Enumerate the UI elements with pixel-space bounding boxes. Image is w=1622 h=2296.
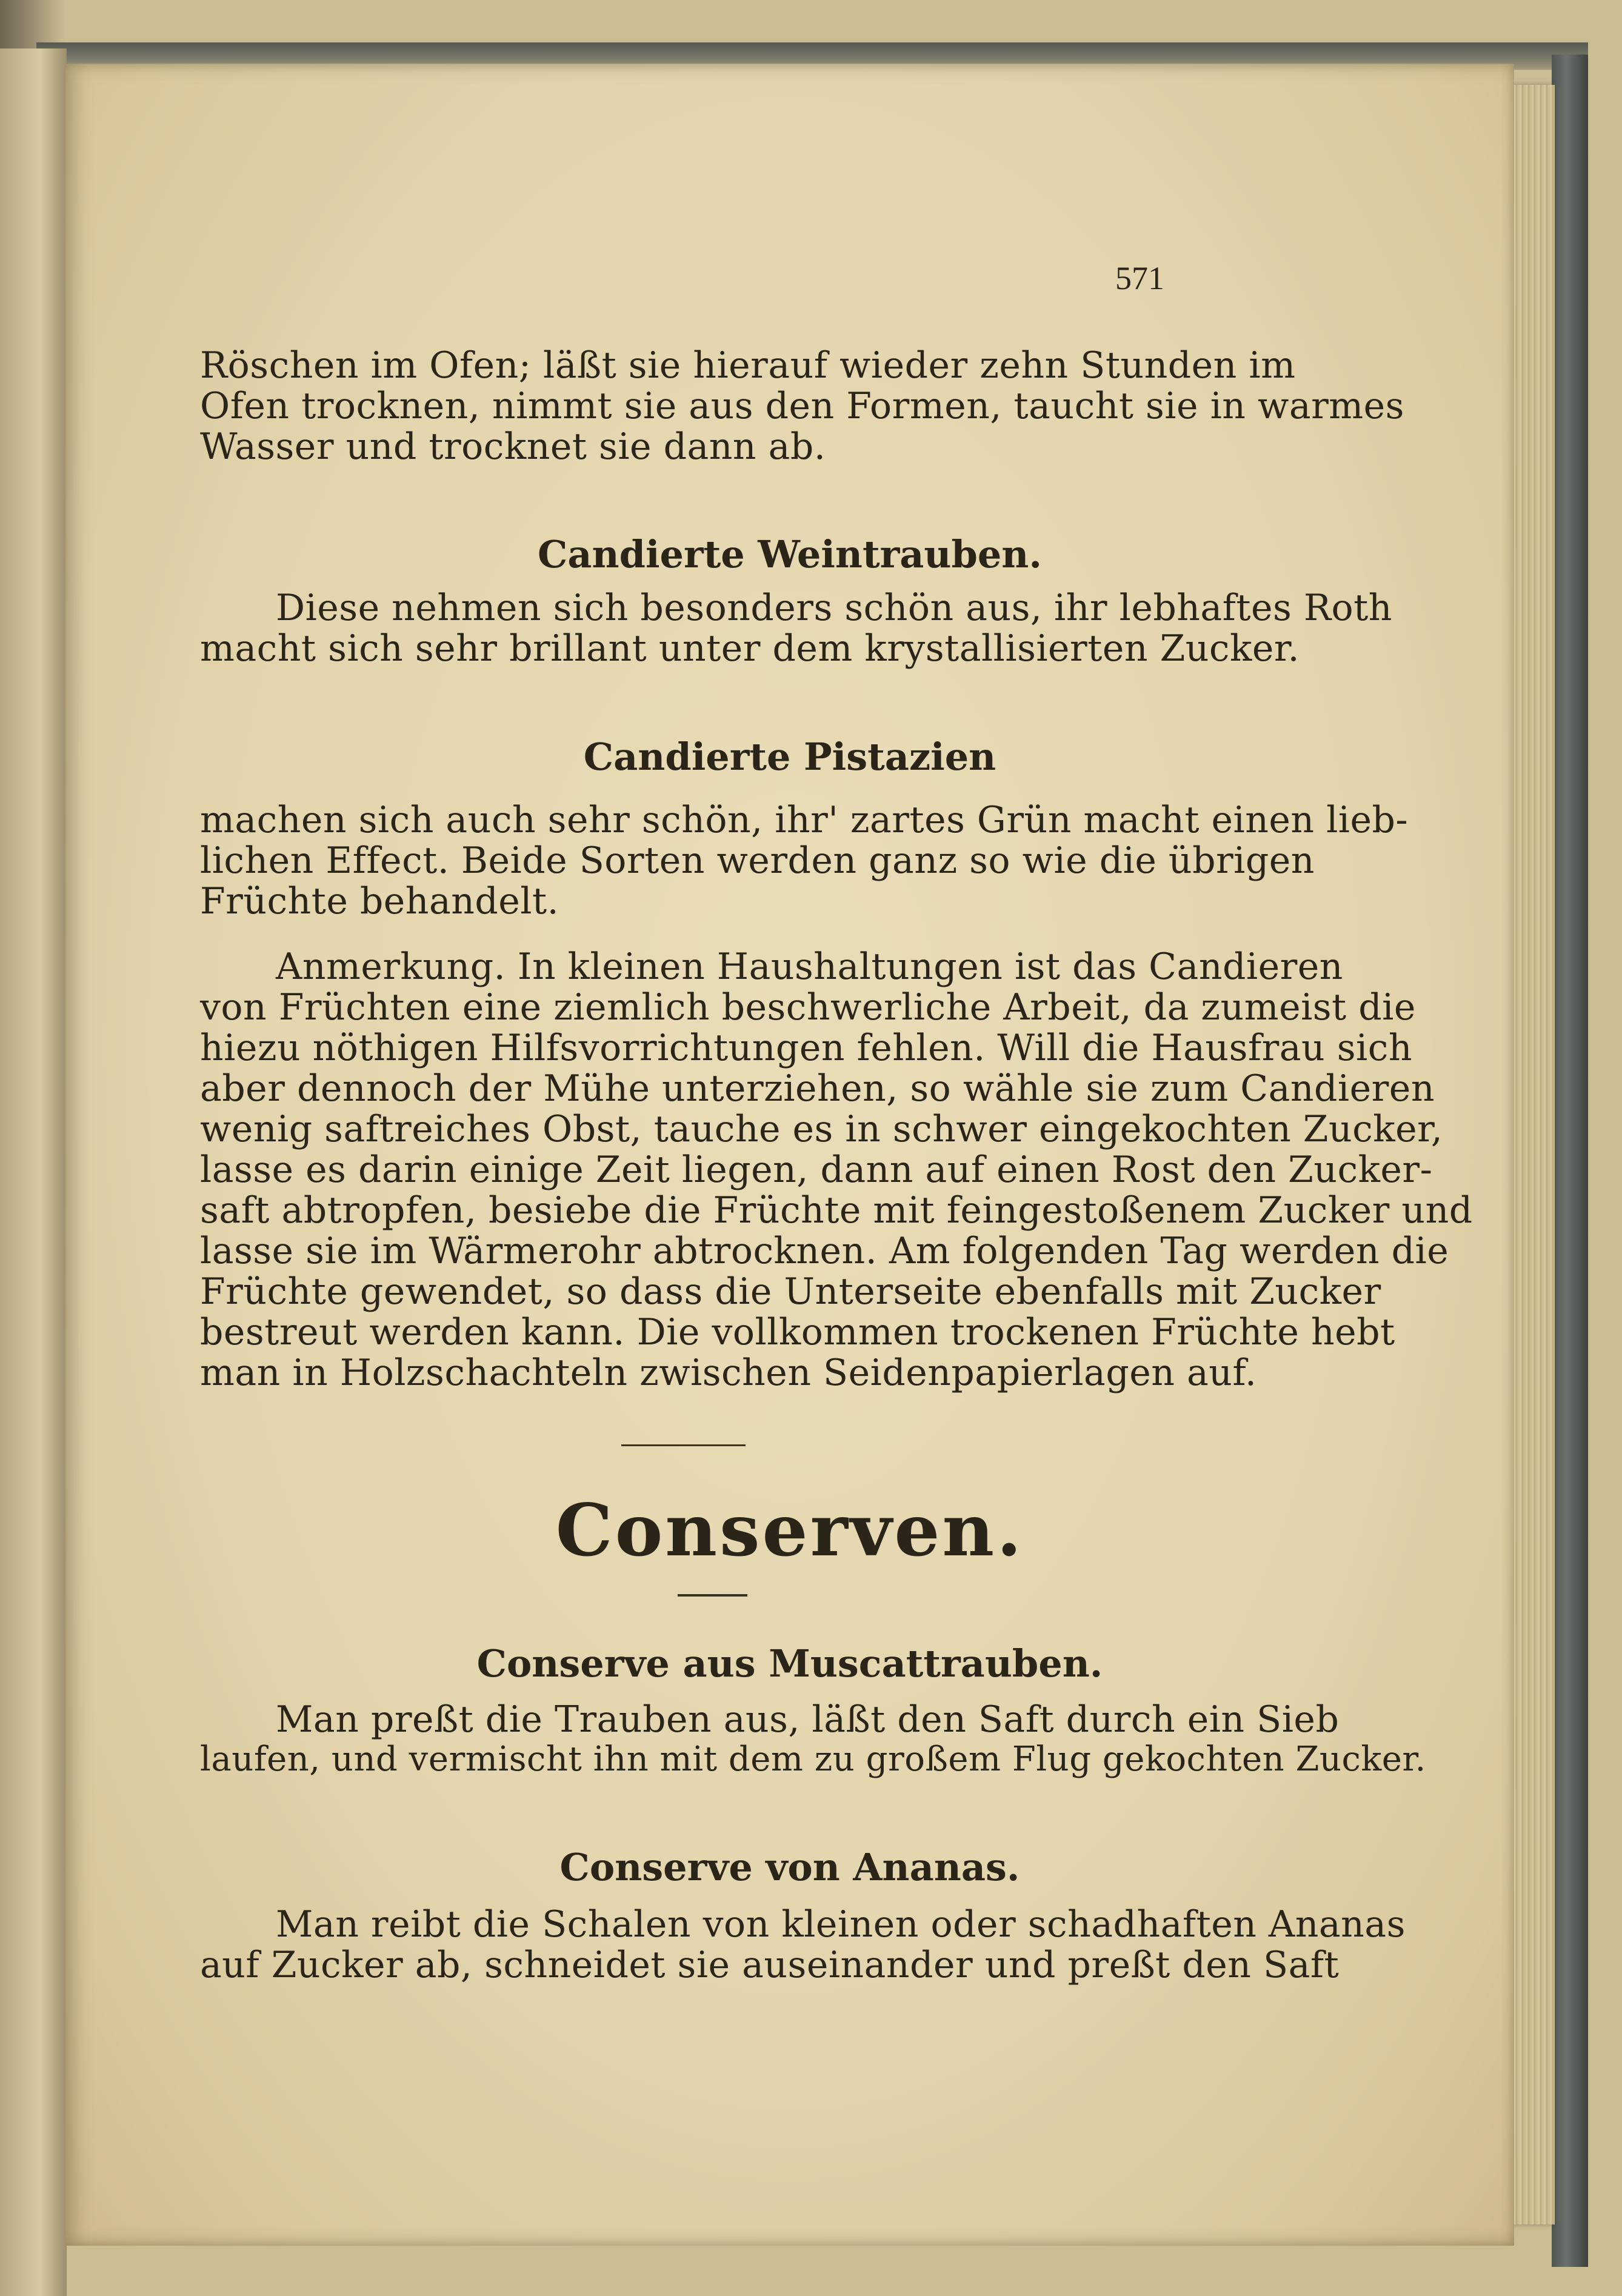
text-line: Röschen im Ofen; läßt sie hierauf wieder zehn Stunden im — [200, 344, 1296, 387]
text-line: Wasser und trocknet sie dann ab. — [200, 425, 826, 468]
book-cover-right — [1552, 55, 1588, 2267]
separator-rule — [678, 1594, 747, 1597]
page-number: 571 — [1115, 260, 1164, 296]
section-heading-muscattrauben: Conserve aus Muscattrauben. — [476, 1641, 1103, 1686]
text-line: macht sich sehr brillant unter dem krystallisierten Zucker. — [200, 627, 1300, 670]
chapter-heading-conserven: Conserven. — [555, 1488, 1024, 1572]
note-line: man in Holzschachteln zwischen Seidenpapierlagen auf. — [200, 1352, 1257, 1394]
note-line: hiezu nöthigen Hilfsvorrichtungen fehlen. Will die Hausfrau sich — [200, 1027, 1412, 1069]
note-line: lasse es darin einige Zeit liegen, dann auf einen Rost den Zucker- — [200, 1149, 1433, 1191]
text-line: laufen, und vermischt ihn mit dem zu großem Flug gekochten Zucker. — [200, 1740, 1426, 1779]
left-page-edge — [0, 48, 67, 2296]
text-line: auf Zucker ab, schneidet sie auseinander und preßt den Saft — [200, 1944, 1340, 1986]
section-heading-pistazien: Candierte Pistazien — [583, 735, 996, 779]
text-line: Man preßt die Trauben aus, läßt den Saft durch ein Sieb — [276, 1698, 1340, 1741]
note-line: von Früchten eine ziemlich beschwerliche Arbeit, da zumeist die — [200, 986, 1416, 1029]
separator-rule — [621, 1444, 746, 1446]
note-line: Anmerkung. In kleinen Haushaltungen ist das Candieren — [276, 946, 1343, 988]
text-line: Früchte behandelt. — [200, 880, 559, 923]
text-line: Man reibt die Schalen von kleinen oder schadhaften Ananas — [276, 1903, 1406, 1946]
section-heading-ananas: Conserve von Ananas. — [559, 1845, 1020, 1889]
text-line: Ofen trocknen, nimmt sie aus den Formen, taucht sie in warmes — [200, 385, 1404, 427]
page-stack-edges — [1512, 85, 1555, 2224]
text-line: lichen Effect. Beide Sorten werden ganz so wie die übrigen — [200, 839, 1315, 882]
section-heading-weintrauben: Candierte Weintrauben. — [538, 532, 1042, 576]
note-line: wenig saftreiches Obst, tauche es in schwer eingekochten Zucker, — [200, 1108, 1443, 1150]
text-line: machen sich auch sehr schön, ihr' zartes Grün macht einen lieb- — [200, 799, 1409, 841]
text-line: Diese nehmen sich besonders schön aus, ihr lebhaftes Roth — [276, 587, 1392, 629]
note-line: lasse sie im Wärmerohr abtrocknen. Am folgenden Tag werden die — [200, 1230, 1449, 1272]
note-line: Früchte gewendet, so dass die Unterseite ebenfalls mit Zucker — [200, 1270, 1381, 1313]
note-line: bestreut werden kann. Die vollkommen trockenen Früchte hebt — [200, 1311, 1395, 1353]
note-line: aber dennoch der Mühe unterziehen, so wähle sie zum Candieren — [200, 1067, 1435, 1110]
note-line: saft abtropfen, besiebe die Früchte mit feingestoßenem Zucker und — [200, 1189, 1473, 1232]
